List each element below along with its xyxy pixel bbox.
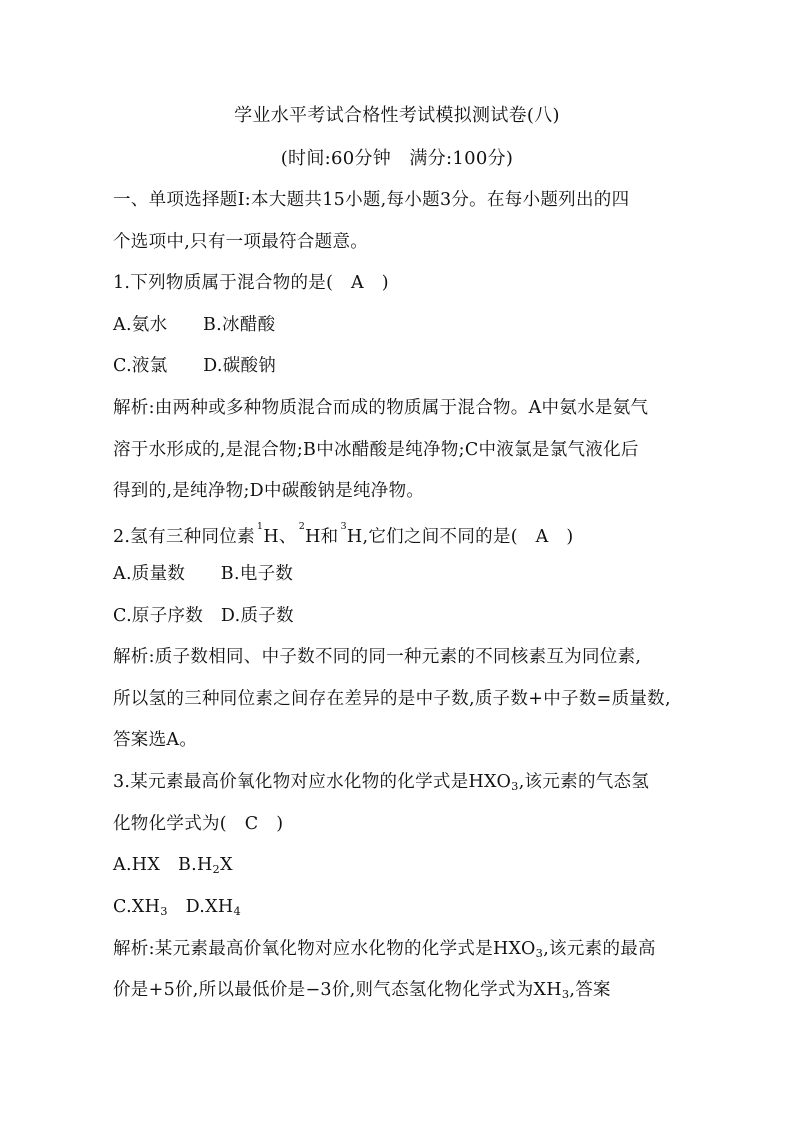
page-title: 学业水平考试合格性考试模拟测试卷(八)	[234, 105, 560, 126]
isotope-2H: $^2$H和	[298, 521, 339, 547]
q3-options-row-1	[113, 853, 233, 881]
q3-option-b: $B.H_2X$	[177, 855, 233, 876]
section-heading-line-2: 个选项中,只有一项最符合题意。	[113, 232, 369, 252]
q3-stem-line-1: 3.某元素最高价氧化物对应水化物的化学式是$HXO_3$,该元素的气态氢	[113, 772, 650, 793]
q3-analysis-line-2: 价是+5价,所以最低价是−3价,则气态氢化物化学式为$XH_3$,答案	[113, 980, 611, 1001]
q1-analysis-line-2: 溶于水形成的,是混合物;B中冰醋酸是纯净物;C中液氯是氯气液化后	[113, 440, 639, 460]
isotope-3H: $^3$H,它们之间不同的是( A )	[340, 521, 574, 547]
q2-options-row-1: A.质量数 B.电子数	[113, 564, 294, 584]
q2-analysis-line-1: 解析:质子数相同、中子数不同的同一种元素的不同核素互为同位素,	[113, 647, 642, 667]
q3-analysis-line-1: 解析:某元素最高价氧化物对应水化物的化学式是$HXO_3$,该元素的最高	[113, 939, 656, 960]
isotope-1H: $^1$H、	[256, 521, 297, 547]
exam-meta: (时间:60分钟 满分:100分)	[280, 148, 514, 169]
q2-stem	[113, 521, 574, 549]
q3-option-c: $C.XH_3$	[113, 897, 168, 918]
section-heading-line-1: 一、单项选择题Ⅰ:本大题共15小题,每小题3分。在每小题列出的四	[113, 190, 630, 210]
q3-option-a: A.HX	[113, 855, 161, 875]
q2-analysis-line-2: 所以氢的三种同位素之间存在差异的是中子数,质子数+中子数=质量数,	[113, 689, 671, 709]
q2-options-row-2: C.原子序数 D.质子数	[113, 606, 294, 626]
q1-stem: 1.下列物质属于混合物的是( A )	[113, 273, 389, 293]
q1-options-row-2: C.液氯 D.碳酸钠	[113, 356, 277, 376]
q2-stem-text: 2.氢有三种同位素	[113, 526, 255, 547]
q3-option-d: $D.XH_4$	[185, 897, 242, 918]
q3-stem-line-2: 化物化学式为( C )	[113, 814, 284, 834]
q3-options-row-2	[113, 895, 241, 923]
q2-analysis-line-3: 答案选A。	[113, 730, 198, 750]
q1-analysis-line-3: 得到的,是纯净物;D中碳酸钠是纯净物。	[113, 481, 425, 501]
q1-analysis-line-1: 解析:由两种或多种物质混合而成的物质属于混合物。A中氨水是氨气	[113, 398, 649, 418]
q1-options-row-1: A.氨水 B.冰醋酸	[113, 315, 276, 335]
